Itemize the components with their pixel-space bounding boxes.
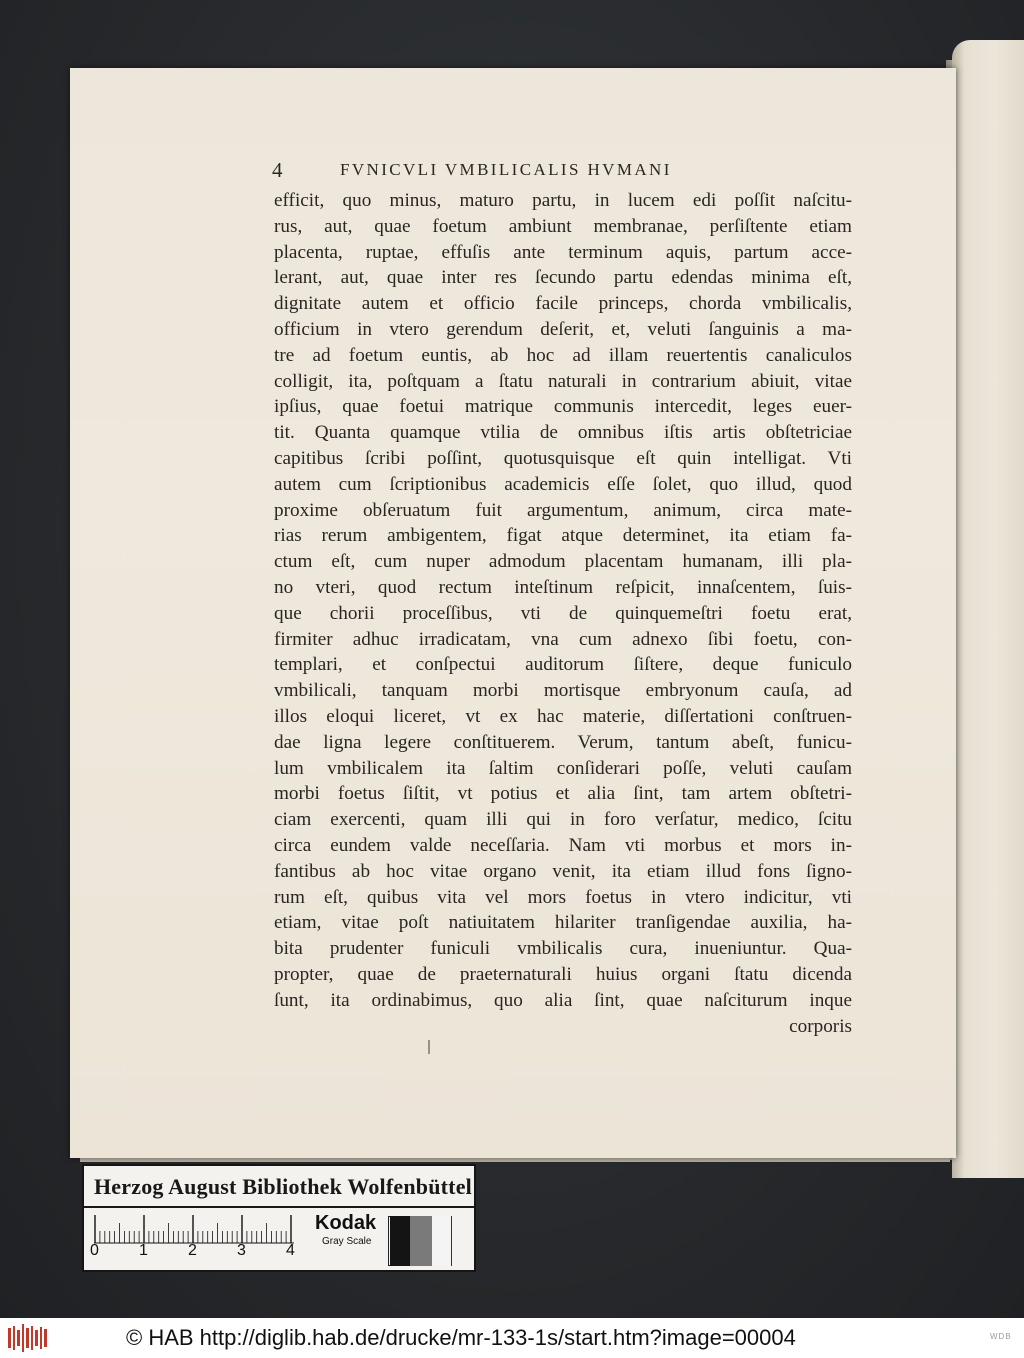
gray-swatch-light [432, 1216, 452, 1266]
text-line: colligit, ita, poſtquam a ſtatu naturali in contrarium abiuit, vitae [274, 370, 852, 392]
gray-swatch-black [390, 1216, 410, 1266]
text-line: placenta, ruptae, effuſis ante terminum aquis, partum acce- [274, 241, 852, 263]
text-line: no vteri, quod rectum inteſtinum reſpicit, innaſcentem, ſuis- [274, 576, 852, 598]
text-line: dae ligna legere conſtituerem. Verum, tantum abeſt, funicu- [274, 731, 852, 753]
text-line: ciam exercenti, quam illi qui in foro verſatur, medico, ſcitu [274, 809, 852, 831]
text-line: lerant, aut, quae inter res ſecundo partu edendas minima eſt, [274, 267, 852, 289]
label-divider [84, 1206, 474, 1208]
text-line: morbi foetus ſiſtit, vt potius et alia ſint, tam artem obſtetri- [274, 783, 852, 805]
ruler-number: 4 [286, 1242, 295, 1259]
catchword: corporis [789, 1015, 852, 1037]
text-line: firmiter adhuc irradicatam, vna cum adnexo ſibi foetu, con- [274, 628, 852, 650]
text-line: rum eſt, quibus vita vel mors foetus in vtero indicitur, vti [274, 886, 852, 908]
text-line: ipſius, quae foetui matrique communis intercedit, leges euer- [274, 396, 852, 418]
library-name: Herzog August Bibliothek Wolfenbüttel [94, 1174, 472, 1199]
ruler-number: 1 [139, 1242, 148, 1259]
text-line: dignitate autem et officio facile princeps, chorda vmbilicalis, [274, 293, 852, 315]
body-text [274, 188, 852, 1039]
running-head [272, 158, 852, 188]
kodak-gray-scale-label: Gray Scale [322, 1236, 372, 1247]
page-number: 4 [272, 158, 283, 182]
text-line: vmbilicali, tanquam morbi mortisque embryonum cauſa, ad [274, 680, 852, 702]
text-line: ctum eſt, cum nuper admodum placentam humanam, illi pla- [274, 551, 852, 573]
text-line: efficit, quo minus, maturo partu, in lucem edi poſſit naſcitu- [274, 190, 852, 211]
ruler-number: 3 [237, 1242, 246, 1259]
text-line: lum vmbilicalem ita ſaltim conſiderari poſſe, veluti cauſam [274, 757, 852, 779]
hab-logo-icon [8, 1324, 48, 1352]
text-line: bita prudenter funiculi vmbilicalis cura, inueniuntur. Qua- [274, 938, 852, 960]
text-line: propter, quae de praeternaturali huius organi ſtatu dicenda [274, 963, 852, 985]
footer-credit: © HAB http://diglib.hab.de/drucke/mr-133-1s/start.htm?image=00004 [126, 1325, 796, 1350]
text-line: tre ad foetum euntis, ab hoc ad illam reuertentis canaliculos [274, 344, 852, 366]
text-line: autem cum ſcriptionibus academicis eſſe ſolet, quo illud, quod [274, 473, 852, 495]
ruler-number: 2 [188, 1242, 197, 1259]
scale-ruler [94, 1214, 298, 1244]
page-mark [428, 1040, 430, 1054]
footer-mark: WDB [990, 1332, 1012, 1341]
text-line: circa eundem valde neceſſaria. Nam vti morbus et mors in- [274, 834, 852, 856]
text-line: tit. Quanta quamque vtilia de omnibus iſtis artis obſtetriciae [274, 422, 852, 444]
text-line: etiam, vitae poſt natiuitatem hilariter tranſigendae auxilia, ha- [274, 912, 852, 934]
text-line: que chorii proceſſibus, vti de quinquemeſtri foetu erat, [274, 602, 852, 624]
facing-page [952, 40, 1024, 1178]
footer-bar [0, 1318, 1024, 1358]
ruler-number: 0 [90, 1242, 99, 1259]
text-line: officium in vtero gerendum deſerit, et, veluti ſanguinis a ma- [274, 318, 852, 340]
text-line: capitibus ſcribi poſſint, quotusquisque eſt quin intelligat. Vti [274, 447, 852, 469]
gray-swatch-gray [410, 1216, 432, 1266]
ruler-numbers [88, 1242, 308, 1266]
text-line: fantibus ab hoc vitae organo venit, ita etiam illud fons ſigno- [274, 860, 852, 882]
text-line: rus, aut, quae foetum ambiunt membranae, perſiſtente etiam [274, 215, 852, 237]
kodak-brand: Kodak [315, 1212, 377, 1234]
text-line: ſunt, ita ordinabimus, quo alia ſint, quae naſciturum inque [274, 989, 852, 1011]
text-line: proxime obſeruatum fuit argumentum, animum, circa mate- [274, 499, 852, 521]
running-head-title: FVNICVLI VMBILICALIS HVMANI [340, 160, 672, 179]
text-line: templari, et conſpectui auditorum ſiſtere, deque funiculo [274, 654, 852, 676]
text-line: rias rerum ambigentem, figat atque determinet, ita etiam fa- [274, 525, 852, 547]
library-color-card [82, 1164, 476, 1272]
text-line: illos eloqui liceret, vt ex hac materie, diſſertationi conſtruen- [274, 705, 852, 727]
